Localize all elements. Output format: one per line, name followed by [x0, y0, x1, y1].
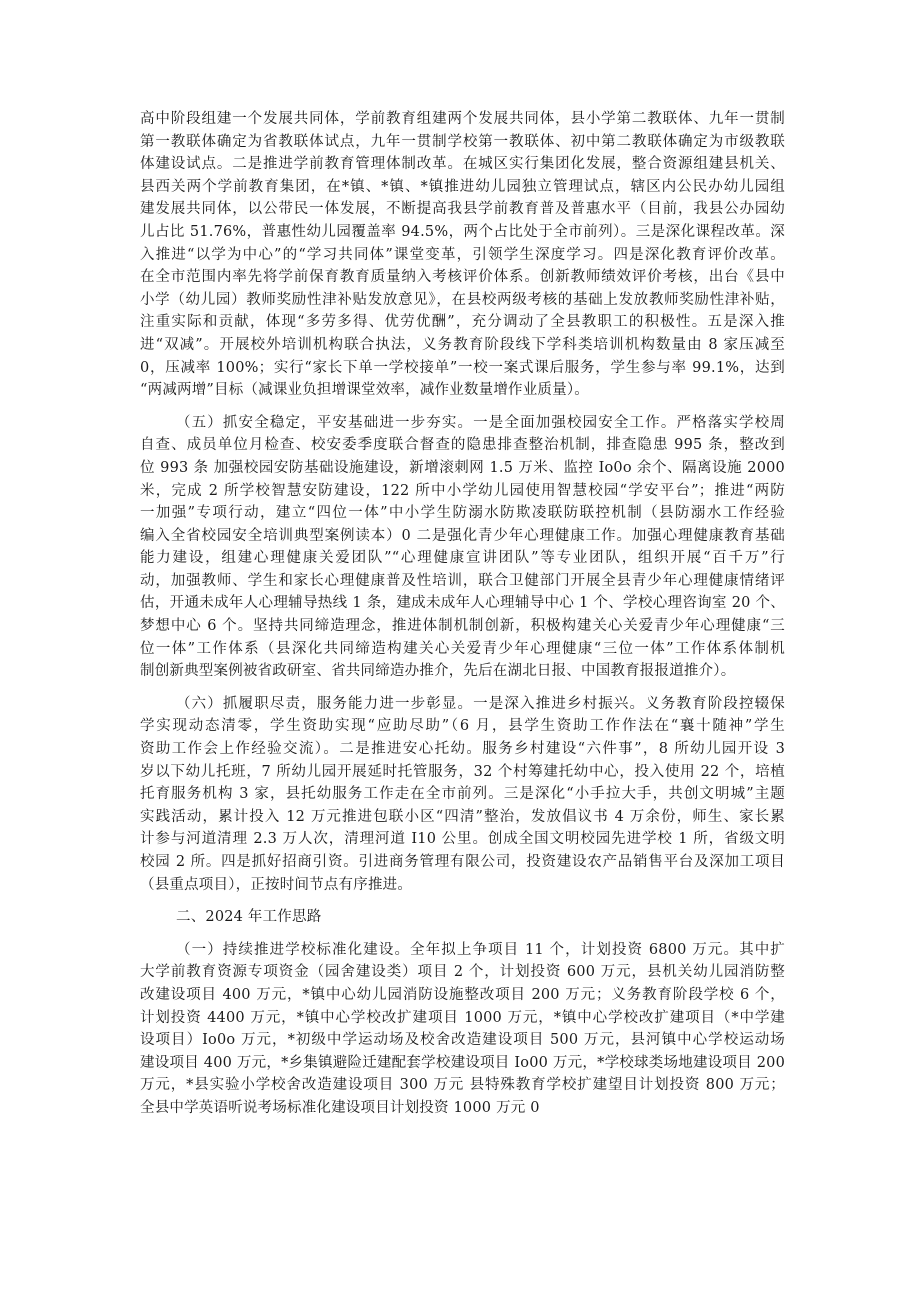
- section-heading: [140, 906, 785, 929]
- text-line: 建设项目 400 万元，*乡集镇避险迁建配套学校建设项目 Io00 万元，*学校球类场地建设项目 200: [140, 1054, 785, 1071]
- text-line: （五）抓安全稳定，平安基础进一步夯实。一是全面加强校园安全工作。严格落实学校周: [176, 414, 785, 431]
- text-line: 高中阶段组建一个发展共同体，学前教育组建两个发展共同体，县小学第二教联体、九年一贯制: [140, 111, 785, 127]
- text-line: 建发展共同体，以公带民一体发展，不断提高我县学前教育普及普惠水平（目前，我县公办园幼: [140, 201, 785, 218]
- text-line: 全县中学英语听说考场标准化建设项目计划投资 1000 万元 0: [140, 1099, 540, 1116]
- text-line: （县重点项目），正按时间节点有序推进。: [140, 876, 413, 893]
- paragraph-safety: [140, 412, 785, 683]
- text-line: 计参与河道清理 2.3 万人次，清理河道 I10 公里。创成全国文明校园先进学校 1 所，省级文明: [140, 831, 785, 848]
- text-line: 设项目）Io0o 万元，*初级中学运动场及校舍改造建设项目 500 万元，县河镇中心学校运动场: [140, 1032, 785, 1049]
- text-line: 计划投资 4400 万元，*镇中心学校改扩建项目 1000 万元，*镇中心学校改扩建项目（*中学建: [140, 1009, 785, 1026]
- text-line: （六）抓履职尽责，服务能力进一步彰显。一是深入推进乡村振兴。义务教育阶段控辍保: [176, 695, 785, 712]
- text-line: 编入全省校园安全培训典型案例读本）0 二是强化青少年心理健康工作。加强心理健康教育基础: [140, 527, 785, 544]
- text-line: 估，开通未成年人心理辅导热线 1 条，建成未成年人心理辅导中心 1 个、学校心理咨询室 20 个、: [140, 595, 785, 612]
- text-line: 位 993 条 加强校园安防基础设施建设，新增滚刺网 1.5 万米、监控 Io0o 余个、隔离设施 2000: [140, 459, 785, 476]
- text-line: “两减两增”目标（减课业负担增课堂效率，减作业数量增作业质量）。: [140, 382, 589, 399]
- text-line: 位一体”工作体系（县深化共同缔造构建关心关爱青少年心理健康“三位一体”工作体系体制机: [140, 640, 785, 657]
- paragraph-service: [140, 693, 785, 896]
- text-line: 资助工作会上作经验交流）。二是推进安心托幼。服务乡村建设“六件事”，8 所幼儿园开设 3: [140, 741, 785, 758]
- text-line: 米，完成 2 所学校智慧安防建设，122 所中小学幼儿园使用智慧校园“学安平台”；推进“两防: [140, 482, 785, 499]
- text-line: 改建设项目 400 万元，*镇中心幼儿园消防设施整改项目 200 万元；义务教育阶段学校 6 个，: [140, 986, 785, 1003]
- text-line: 校园 2 所。四是抓好招商引资。引进商务管理有限公司，投资建设农产品销售平台及深加工项目: [140, 854, 785, 870]
- text-line: 岁以下幼儿托班，7 所幼儿园开展延时托管服务，32 个村筹建托幼中心，投入使用 22 个，培植: [140, 763, 785, 780]
- text-line: 儿占比 51.76%，普惠性幼儿园覆盖率 94.5%，两个占比处于全市前列）。三是深化课程改革。深: [140, 223, 785, 240]
- text-line: （一）持续推进学校标准化建设。全年拟上争项目 11 个，计划投资 6800 万元。其中扩: [176, 941, 785, 958]
- text-line: 托育服务机构 3 家，县托幼服务工作走在全市前列。三是深化“小手拉大手，共创文明城”主题: [140, 786, 785, 803]
- text-line: 能力建设，组建心理健康关爱团队”“心理健康宣讲团队”等专业团队，组织开展“百千万”行: [140, 550, 785, 567]
- text-line: 小学（幼儿园）教师奖励性津补贴发放意见》，在县校两级考核的基础上发放教师奖励性津补贴，: [140, 291, 785, 308]
- paragraph-school-reform: [140, 108, 785, 402]
- text-line: 注重实际和贡献，体现“多劳多得、优劳优酬”，充分调动了全县教职工的积极性。五是深入推: [140, 314, 785, 331]
- text-line: 在全市范围内率先将学前保育教育质量纳入考核评价体系。创新教师绩效评价考核，出台《县中: [140, 269, 785, 286]
- text-line: 进“双减”。开展校外培训机构联合执法，义务教育阶段线下学科类培训机构数量由 8 家压减至: [140, 336, 785, 353]
- heading-2024-plan: 二、2024 年工作思路: [176, 909, 322, 926]
- text-line: 0，压减率 100%；实行“家长下单一学校接单”一校一案式课后服务，学生参与率 99.1%，达到: [140, 359, 785, 376]
- text-line: 自查、成员单位月检查、校安委季度联合督查的隐患排查整治机制，排查隐患 995 条，整改到: [140, 437, 785, 454]
- text-line: 一加强”专项行动，建立“四位一体”中小学生防溺水防欺凌联防联控机制（县防溺水工作经验: [140, 505, 785, 522]
- text-line: 制创新典型案例被省政研室、省共同缔造办推介，先后在湖北日报、中国教育报报道推介）。: [140, 663, 736, 680]
- document-page: [140, 108, 785, 1120]
- text-line: 第一教联体确定为省教联体试点，九年一贯制学校第一教联体、初中第二教联体确定为市级教联: [140, 133, 785, 150]
- text-line: 县西关两个学前教育集团，在*镇、*镇、*镇推进幼儿园独立管理试点，辖区内公民办幼儿园组: [140, 178, 785, 195]
- text-line: 动，加强教师、学生和家长心理健康普及性培训，联合卫健部门开展全县青少年心理健康情绪评: [140, 572, 785, 589]
- text-line: 梦想中心 6 个。坚持共同缔造理念，推进体制机制创新，积极构建关心关爱青少年心理健康“三: [140, 618, 785, 635]
- text-line: 万元，*县实验小学校舍改造建设项目 300 万元 县特殊教育学校扩建望目计划投资 800 万元；: [140, 1077, 785, 1094]
- text-line: 大学前教育资源专项资金（园舍建设类）项目 2 个，计划投资 600 万元，县机关幼儿园消防整: [140, 964, 785, 981]
- text-line: 入推进“以学为中心”的“学习共同体”课堂变革，引领学生深度学习。四是深化教育评价改革。: [140, 246, 785, 263]
- paragraph-standardization: [140, 939, 785, 1120]
- text-line: 体建设试点。二是推进学前教育管理体制改革。在城区实行集团化发展，整合资源组建县机关、: [140, 156, 785, 173]
- text-line: 学实现动态清零，学生资助实现“应助尽助”（6 月，县学生资助工作作法在“襄十随神”学生: [140, 718, 785, 735]
- text-line: 实践活动，累计投入 12 万元推进包联小区“四清”整治，发放倡议书 4 万余份，师生、家长累: [140, 808, 785, 825]
